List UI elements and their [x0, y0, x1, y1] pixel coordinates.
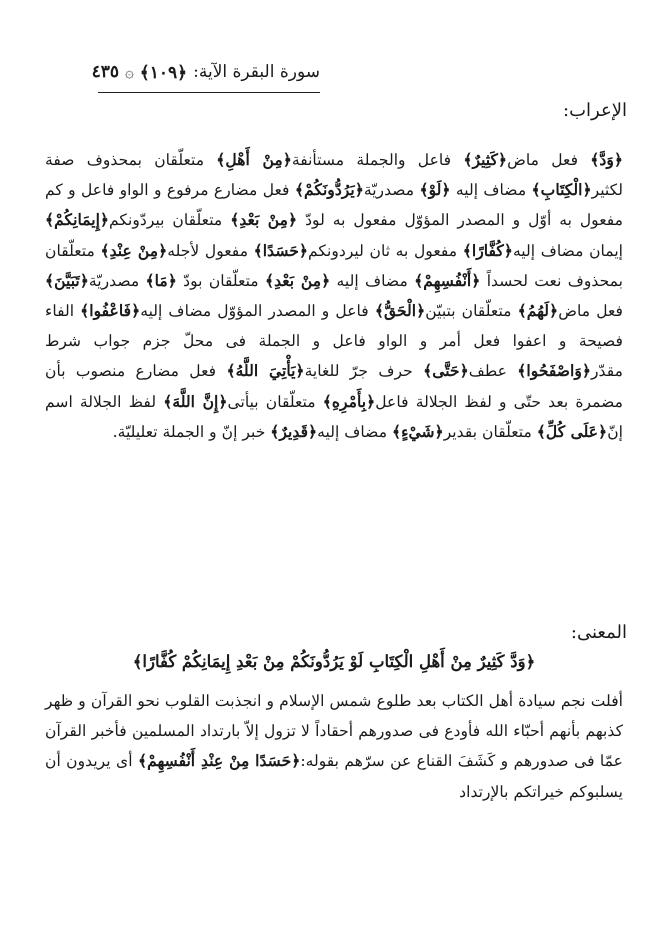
quran-word: ﴿وَدَّ﴾	[590, 150, 623, 169]
text-run: متعلّقان بقدير	[443, 422, 537, 441]
quran-word: ﴿حَتَّى﴾	[423, 361, 469, 381]
quran-word: ﴿فَاعْفُوا﴾	[80, 301, 141, 321]
quran-word: ﴿مِنْ بَعْدِ﴾	[230, 210, 298, 230]
surah-verse-title: سورة البقرة الآية:	[193, 62, 320, 82]
quran-word: ﴿إِيمَانِكُمْ﴾	[45, 210, 110, 230]
text-run: مضاف إليه	[317, 422, 393, 441]
running-header	[91, 56, 320, 88]
text-run: فعل ماض	[558, 302, 624, 321]
quran-word: ﴿الْحَقُّ﴾	[374, 301, 426, 321]
text-run: مضاف إليه	[450, 181, 532, 200]
text-run: إيمان مضاف إليه	[512, 241, 623, 260]
text-run: متعلّقان بيردّونكم	[109, 211, 231, 230]
text-run: أى يريدون أن يسلبوكم خيراتكم بالإرتداد	[45, 752, 623, 801]
text-run: مصدريّة	[363, 181, 420, 200]
text-run: مفعول لأجله	[167, 241, 254, 260]
text-run: لفظ الجلالة اسم إنّ	[45, 392, 623, 441]
text-run: الفاء فصيحة و اعفوا فعل أمر و الواو فاعل و الجملة فى محلّ جزم جواب شرط مقدّر	[45, 302, 623, 381]
text-run: متعلّقان بتبيّن	[425, 302, 518, 321]
text-run: حرف جرّ للغاية	[304, 362, 424, 381]
text-run: متعلّقان بودّ	[176, 271, 265, 290]
header-rule	[98, 92, 320, 93]
text-run: أفلت نجم سيادة أهل الكتاب بعد طلوع شمس الإسلام و انجذبت القلوب نحو القرآن و ظهر كذبهم بأنهم أحبّاء الله فأودع فى صدورهم أحقاداً لا تزول إلاّ بارتداد المسلمين فأخبر القرآن عمّا فى صدورهم و كَشَفَ القناع عن سرّهم بقوله:	[45, 692, 623, 771]
quran-word: ﴿إِنَّ اللَّهَ﴾	[163, 391, 228, 411]
text-run: عطف	[468, 362, 518, 381]
quran-word: ﴿حَسَدًا﴾	[253, 240, 309, 260]
quran-word: ﴿يَأْتِيَ اللَّهُ﴾	[226, 361, 305, 381]
page-number: ٤٣٥	[91, 62, 119, 82]
text-run: مضاف إليه	[330, 271, 415, 290]
meaning-paragraph	[45, 686, 623, 807]
quran-word: ﴿بِأَمْرِهِ﴾	[322, 391, 376, 411]
quran-word: ﴿وَاصْفَحُوا﴾	[517, 361, 592, 381]
rub-el-hizb-icon: ۞	[124, 63, 134, 81]
meaning-heading: المعنى:	[570, 622, 627, 643]
quran-word: ﴿عَلَى كُلِّ﴾	[536, 421, 608, 441]
quran-word: ﴿مِنْ عِنْدِ﴾	[100, 240, 168, 260]
quran-word: ﴿تَبَيَّنَ﴾	[45, 270, 89, 290]
text-run: فعل مضارع مرفوع و الواو فاعل و كم مفعول به أوّل و المصدر المؤوّل مفعول به لودّ	[45, 181, 623, 230]
quran-word: ﴿قَدِيرٌ﴾	[270, 421, 318, 441]
quran-word: ﴿مِنْ أَهْلِ﴾	[216, 150, 292, 169]
quran-word: ﴿مِنْ بَعْدِ﴾	[264, 270, 331, 290]
irab-paragraph	[45, 145, 623, 447]
text-run: فاعل و المصدر المؤوّل مضاف إليه	[140, 302, 375, 321]
text-run: متعلّقان بيأتى	[227, 392, 323, 411]
quran-word: ﴿كُفَّارًا﴾	[462, 240, 513, 260]
text-run: فعل ماض	[507, 151, 591, 169]
quran-word: ﴿أَنْفُسِهِمْ﴾	[414, 270, 481, 290]
text-run: خبر إنّ و الجملة تعليليّة.	[112, 422, 271, 441]
quran-word: ﴿حَسَدًا مِنْ عِنْدِ أَنْفُسِهِمْ﴾	[137, 751, 301, 771]
quran-word: ﴿لَهُمُ﴾	[517, 301, 559, 321]
quran-word: ﴿يَرُدُّونَكُمْ﴾	[294, 180, 364, 200]
quran-word: ﴿مَا﴾	[145, 270, 177, 290]
quran-word: ﴿لَوْ﴾	[419, 180, 451, 200]
irab-heading: الإعراب:	[563, 100, 627, 121]
text-run: مصدريّة	[88, 271, 146, 290]
text-run: متعلّقان بمحذوف صفة لكثير	[45, 151, 624, 200]
text-run: متعلّقان بمحذوف نعت لحسداً	[45, 241, 624, 290]
quran-word: ﴿كَثِيرٌ﴾	[463, 150, 508, 169]
quran-word: ﴿الْكِتَابِ﴾	[531, 180, 592, 200]
text-run: فعل مضارع منصوب بأن مضمرة بعد حتّى و لفظ الجلالة فاعل	[45, 362, 624, 411]
verse-number: ﴿١٠٩﴾	[139, 62, 188, 83]
quran-verse: ﴿وَدَّ كَثِيرٌ مِنْ أَهْلِ الْكِتَابِ لَوْ يَرُدُّونَكُمْ مِنْ بَعْدِ إِيمَانِكُمْ كُفَّارًا﴾	[132, 652, 536, 671]
quran-word: ﴿شَيْءٍ﴾	[392, 421, 444, 441]
text-run: مفعول به ثان ليردونكم	[308, 241, 463, 260]
text-run: فاعل والجملة مستأنفة	[291, 151, 464, 169]
